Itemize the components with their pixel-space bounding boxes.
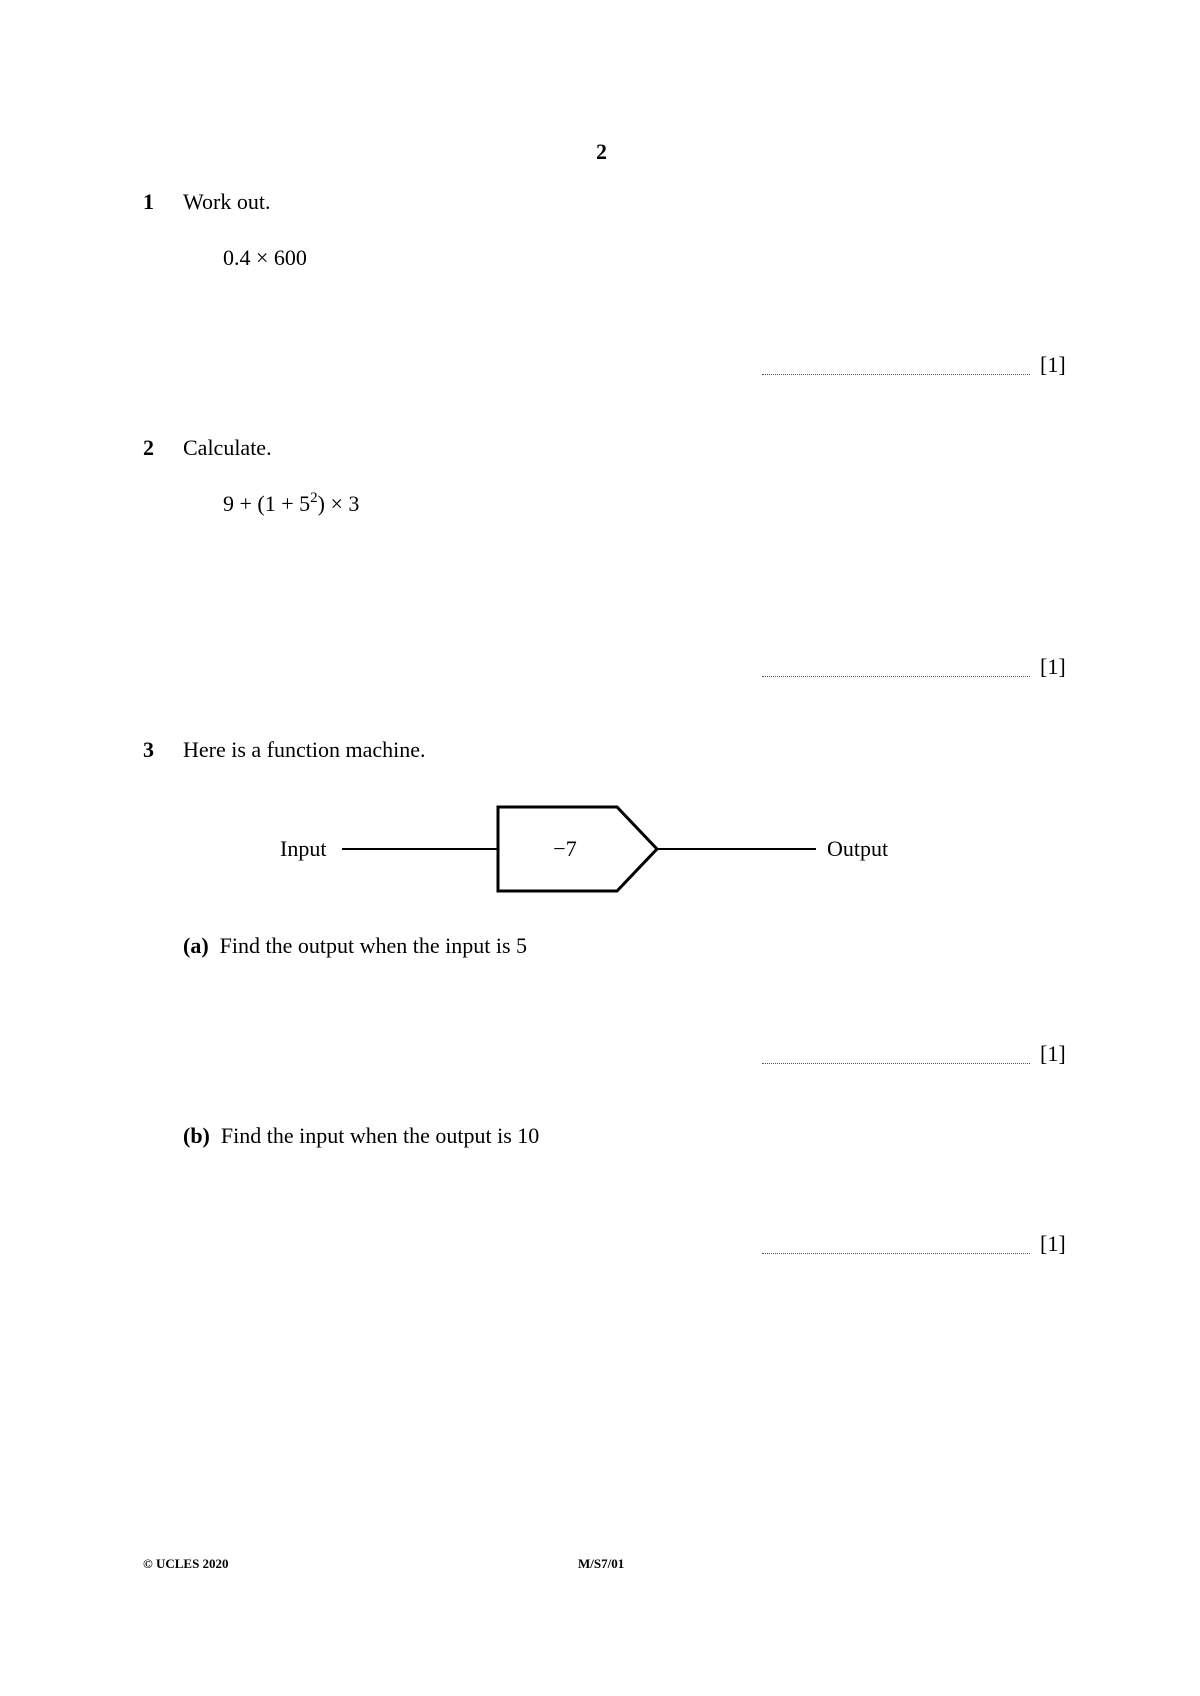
part-a-label: (a) [183, 933, 209, 958]
question-1-number: 1 [143, 189, 154, 214]
question-3a-marks: [1] [1040, 1041, 1066, 1066]
question-3a-answer-line[interactable] [762, 1063, 1030, 1064]
expression-part: ) × 3 [317, 491, 360, 516]
question-2-text: Calculate. [183, 435, 272, 460]
question-3b [183, 1123, 539, 1149]
footer-copyright: © UCLES 2020 [143, 1556, 229, 1571]
question-3-text: Here is a function machine. [183, 737, 426, 762]
part-b-text: Find the input when the output is 10 [220, 1123, 540, 1148]
machine-box [498, 807, 657, 891]
footer-code: M/S7/01 [578, 1556, 625, 1571]
machine-operation: −7 [553, 836, 577, 861]
question-3-number: 3 [143, 737, 154, 762]
part-b-label: (b) [183, 1123, 210, 1148]
question-1-expression: 0.4 × 600 [223, 245, 307, 270]
question-2-number: 2 [143, 435, 154, 460]
page-number: 2 [596, 139, 607, 164]
question-2-marks: [1] [1040, 654, 1066, 679]
question-1-text: Work out. [183, 189, 271, 214]
machine-output-label: Output [827, 836, 889, 861]
question-3a [183, 933, 527, 959]
question-3b-answer-line[interactable] [762, 1253, 1030, 1254]
expression-exponent: 2 [310, 490, 318, 506]
expression-part: 9 + (1 + 5 [223, 491, 311, 516]
question-1-marks: [1] [1040, 352, 1066, 377]
machine-input-label: Input [280, 836, 327, 861]
part-a-text: Find the output when the input is 5 [219, 933, 528, 958]
question-3b-marks: [1] [1040, 1231, 1066, 1256]
